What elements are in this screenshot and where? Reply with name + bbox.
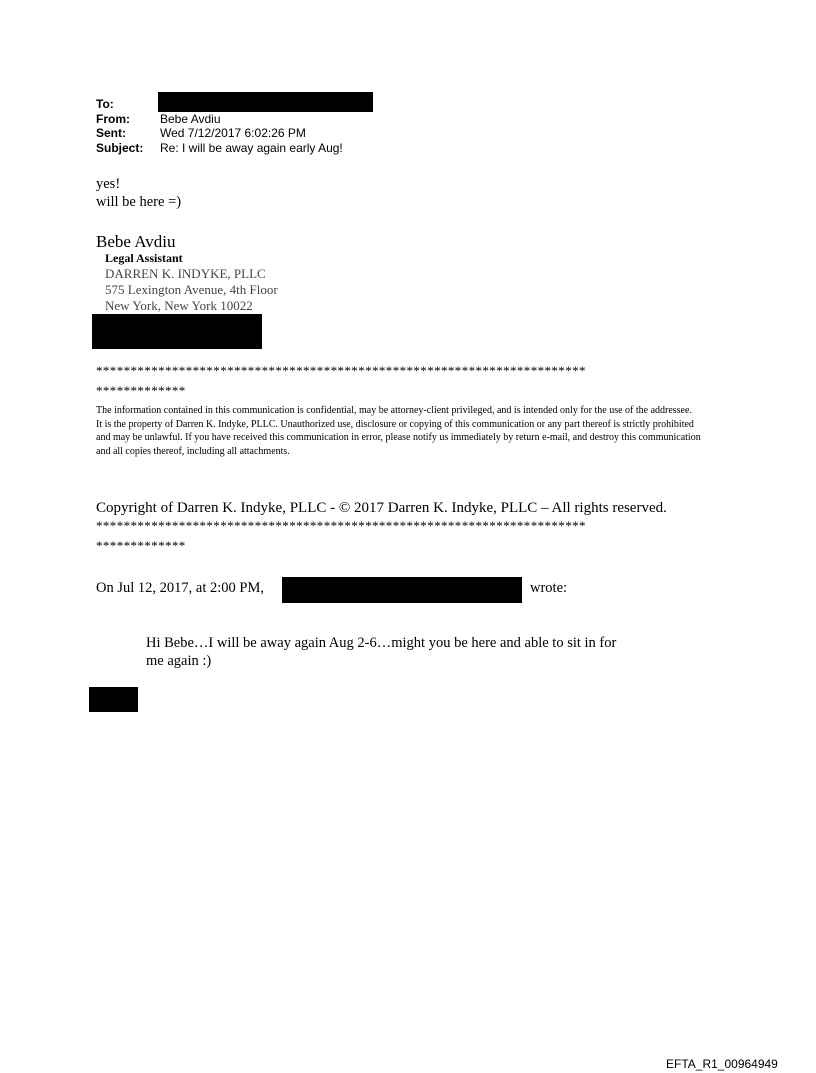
disclaimer-line: and all copies thereof, including all attachments. (96, 445, 290, 457)
to-label: To: (96, 97, 114, 111)
sent-row (96, 126, 496, 141)
redaction-sender (282, 577, 522, 603)
disclaimer-line: The information contained in this communication is confidential, may be attorney-client privileged, and is intended only for the use of the addressee. (96, 405, 692, 416)
quoted-intro-suffix: wrote: (530, 580, 568, 596)
disclaimer-line: and may be unlawful. If you have received this communication in error, please notify us immediately by return e-mail, and destroy this communication (96, 432, 701, 443)
subject-row (96, 141, 496, 156)
signature-address1: 575 Lexington Avenue, 4th Floor (105, 282, 278, 297)
signature-firm: DARREN K. INDYKE, PLLC (105, 266, 266, 281)
disclaimer-line: It is the property of Darren K. Indyke, PLLC. Unauthorized use, disclosure or copying of this communication or any part thereof is strictly prohibited (96, 418, 694, 430)
quoted-line: me again :) (146, 653, 212, 669)
body-line: yes! (96, 176, 121, 192)
quoted-intro-prefix: On Jul 12, 2017, at 2:00 PM, (96, 580, 264, 596)
signature-name: Bebe Avdiu (96, 232, 176, 251)
message-body (96, 175, 181, 211)
disclaimer-text (96, 404, 724, 458)
redaction-signature (92, 314, 262, 349)
body-line: will be here =) (96, 194, 182, 210)
from-value: Bebe Avdiu (160, 111, 221, 126)
redaction-small (89, 687, 138, 712)
quoted-message (146, 634, 616, 670)
from-row (96, 112, 496, 127)
redaction-to (158, 92, 373, 112)
document-id: EFTA_R1_00964949 (666, 1057, 778, 1071)
signature-address2: New York, New York 10022 (105, 298, 253, 313)
copyright-notice: Copyright of Darren K. Indyke, PLLC - © 2017 Darren K. Indyke, PLLC – All rights reserved. (96, 500, 667, 516)
sent-value: Wed 7/12/2017 6:02:26 PM (160, 126, 306, 140)
stars-top-short: ************* (96, 383, 186, 398)
quoted-line: Hi Bebe…I will be away again Aug 2-6…might you be here and able to sit in for (146, 635, 617, 651)
sent-label: Sent: (96, 126, 126, 140)
subject-value: Re: I will be away again early Aug! (160, 140, 343, 155)
stars-bottom-long: *********************************************************************** (96, 518, 586, 533)
from-label: From: (96, 111, 130, 126)
signature-title: Legal Assistant (105, 251, 183, 265)
stars-top-long: *********************************************************************** (96, 363, 586, 378)
stars-bottom-short: ************* (96, 538, 186, 553)
subject-label: Subject: (96, 140, 144, 155)
